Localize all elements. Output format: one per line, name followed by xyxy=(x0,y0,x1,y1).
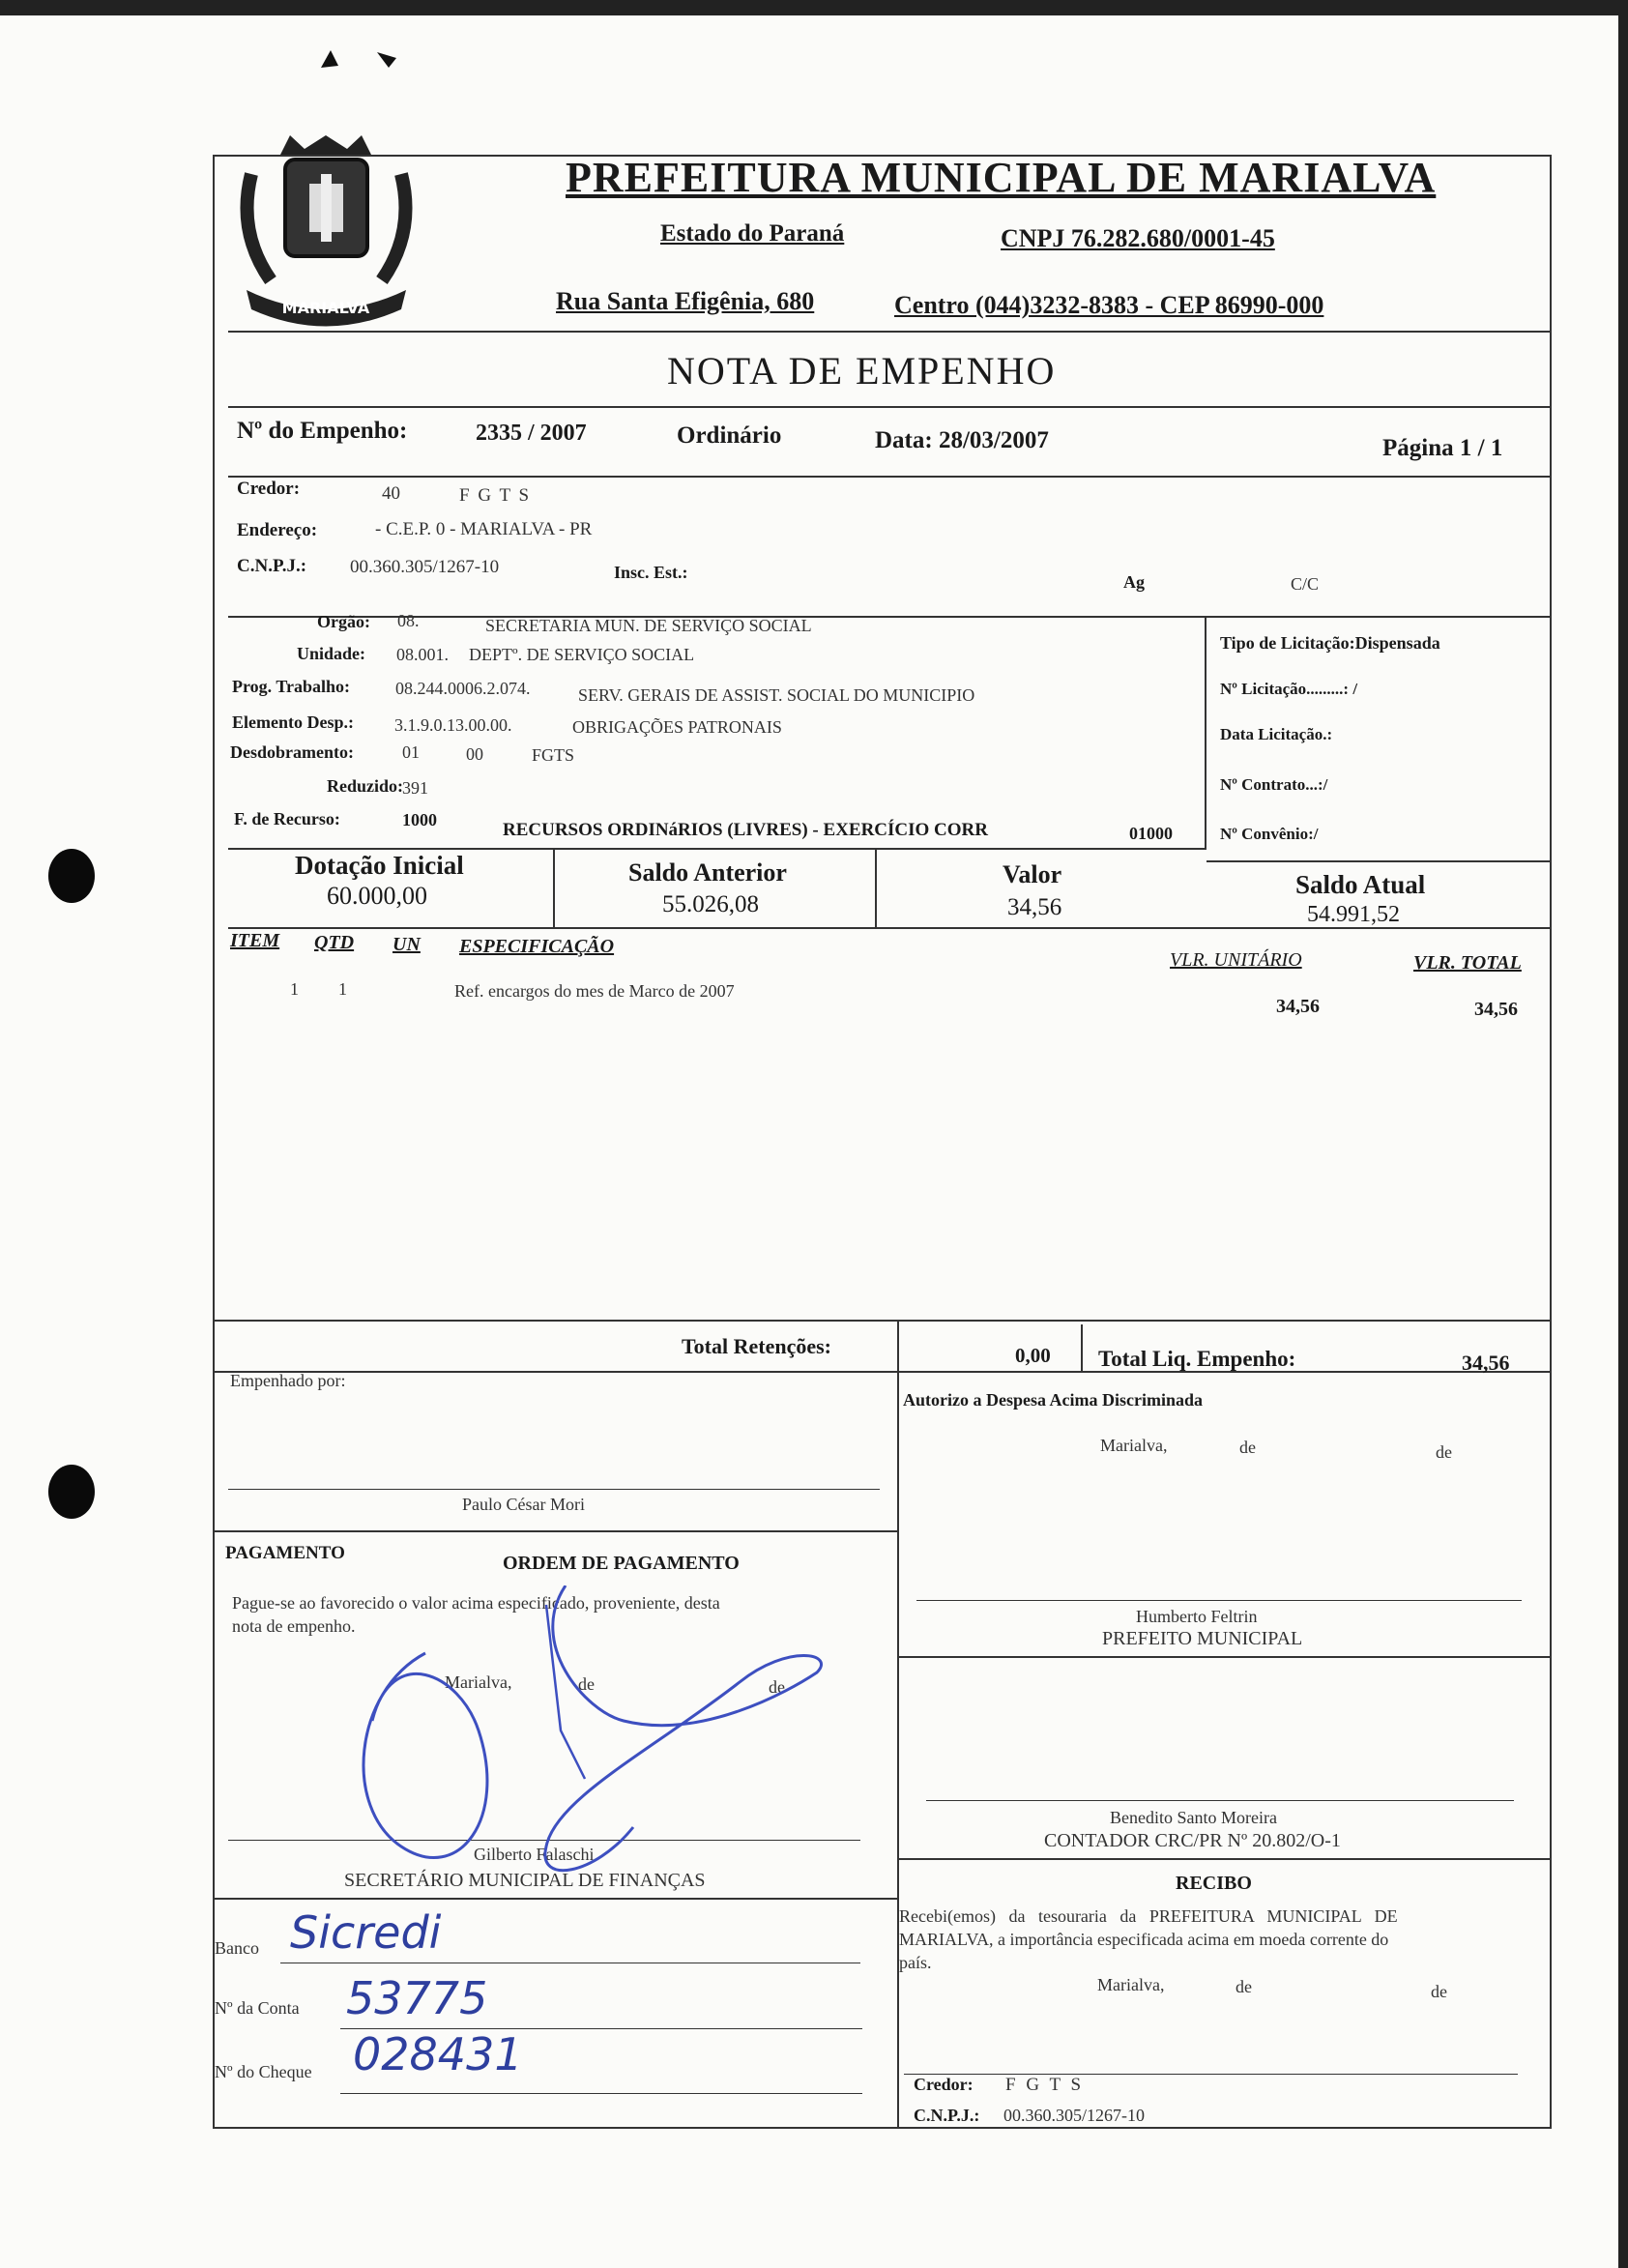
conta-label: Nº da Conta xyxy=(215,1998,300,2018)
valor-label: Valor xyxy=(1003,860,1062,888)
reduzido-value: 391 xyxy=(402,778,428,798)
cnpj-label: C.N.P.J.: xyxy=(237,556,307,576)
prog-trabalho-label: Prog. Trabalho: xyxy=(232,677,351,696)
unidade-code: 08.001. xyxy=(396,645,449,664)
item-unit-price: 34,56 xyxy=(1276,996,1320,1017)
item-col-header: ITEM xyxy=(230,930,280,951)
cnpj-header: CNPJ 76.282.680/0001-45 xyxy=(1001,224,1275,252)
prefeito-role: PREFEITO MUNICIPAL xyxy=(1102,1628,1303,1649)
desdobramento-a: 01 xyxy=(402,742,420,762)
recibo-credor-label: Credor: xyxy=(914,2075,974,2094)
saldo-atual-value: 54.991,52 xyxy=(1307,902,1400,927)
autorizo-de-2: de xyxy=(1436,1442,1452,1462)
empenho-number: 2335 / 2007 xyxy=(476,421,587,446)
valor-value: 34,56 xyxy=(1007,894,1062,920)
cheque-label: Nº do Cheque xyxy=(215,2062,312,2081)
recibo-cnpj-label: C.N.P.J.: xyxy=(914,2106,980,2125)
account-label: C/C xyxy=(1291,574,1320,594)
total-price-col-header: VLR. TOTAL xyxy=(1413,952,1522,974)
pagamento-label: PAGAMENTO xyxy=(225,1543,345,1563)
scan-edge-right xyxy=(1618,0,1628,2268)
crest-text: MARIALVA xyxy=(281,299,370,317)
recibo-de-2: de xyxy=(1431,1982,1447,2001)
recibo-city: Marialva, xyxy=(1097,1975,1165,1994)
credor-name: F G T S xyxy=(459,485,532,506)
credor-cnpj: 00.360.305/1267-10 xyxy=(350,557,500,577)
signature-scribble xyxy=(334,1585,836,1905)
unidade-label: Unidade: xyxy=(297,644,366,663)
prog-trabalho-name: SERV. GERAIS DE ASSIST. SOCIAL DO MUNICIPIO xyxy=(578,685,975,705)
scan-mark xyxy=(309,39,416,77)
credor-code: 40 xyxy=(382,483,400,504)
un-col-header: UN xyxy=(392,934,421,955)
credor-label: Credor: xyxy=(237,479,301,499)
address-rest: Centro (044)3232-8383 - CEP 86990-000 xyxy=(894,291,1324,319)
recurso-suffix: 01000 xyxy=(1129,824,1173,843)
insc-est-label: Insc. Est.: xyxy=(614,563,688,582)
orgao-name: SECRETARIA MUN. DE SERVIÇO SOCIAL xyxy=(485,616,812,635)
dotacao-label: Dotação Inicial xyxy=(295,851,464,880)
item-total-price: 34,56 xyxy=(1474,999,1518,1020)
address-label: Endereço: xyxy=(237,520,318,540)
prog-trabalho-code: 08.244.0006.2.074. xyxy=(395,679,531,698)
retencoes-label: Total Retenções: xyxy=(682,1334,831,1358)
desdobramento-label: Desdobramento: xyxy=(230,742,354,762)
orgao-label: Orgão: xyxy=(317,612,370,631)
autorizo-de-1: de xyxy=(1239,1438,1256,1457)
qtd-col-header: QTD xyxy=(314,932,355,953)
desdobramento-name: FGTS xyxy=(532,745,575,765)
recibo-de-1: de xyxy=(1236,1977,1252,1996)
contador-name: Benedito Santo Moreira xyxy=(1110,1808,1277,1827)
dotacao-value: 60.000,00 xyxy=(327,882,427,910)
punch-hole-bottom xyxy=(48,1465,95,1519)
recibo-text-line2: MARIALVA, a importância especificada acima em moeda corrente do xyxy=(899,1930,1389,1949)
scan-edge-top xyxy=(0,0,1628,15)
saldo-atual-label: Saldo Atual xyxy=(1295,870,1426,899)
recibo-text-line3: país. xyxy=(899,1953,932,1972)
pagamento-text-line1: Pague-se ao favorecido o valor acima especificado, proveniente, desta xyxy=(232,1593,720,1613)
pagamento-de-1: de xyxy=(578,1674,595,1694)
item-number: 1 xyxy=(290,979,299,999)
saldo-anterior-value: 55.026,08 xyxy=(662,891,759,917)
licitacao-date: Data Licitação.: xyxy=(1220,725,1333,743)
pagamento-text-line2: nota de empenho. xyxy=(232,1616,356,1636)
punch-hole-top xyxy=(48,849,95,903)
retencoes-value: 0,00 xyxy=(1015,1344,1051,1367)
empenho-date: Data: 28/03/2007 xyxy=(875,427,1049,453)
empenhado-name: Paulo César Mori xyxy=(462,1495,585,1514)
liquid-total-label: Total Liq. Empenho: xyxy=(1098,1347,1296,1371)
prefeito-name: Humberto Feltrin xyxy=(1136,1607,1258,1626)
municipal-crest-logo xyxy=(232,135,421,329)
reduzido-label: Reduzido: xyxy=(327,776,404,796)
licitacao-type: Tipo de Licitação:Dispensada xyxy=(1220,633,1440,653)
pagamento-de-2: de xyxy=(769,1677,785,1697)
cheque-handwritten: 028431 xyxy=(353,2028,523,2080)
state-name: Estado do Paraná xyxy=(660,220,845,247)
contract-number: Nº Contrato...:/ xyxy=(1220,775,1328,794)
empenhado-label: Empenhado por: xyxy=(230,1371,346,1390)
recibo-title: RECIBO xyxy=(1176,1873,1252,1894)
desdobramento-b: 00 xyxy=(466,744,483,764)
unit-price-col-header: VLR. UNITÁRIO xyxy=(1170,949,1302,971)
banco-handwritten: Sicredi xyxy=(290,1906,442,1959)
recurso-name: RECURSOS ORDINáRIOS (LIVRES) - EXERCÍCIO CORR xyxy=(503,820,988,840)
licitacao-number: Nº Licitação.........: / xyxy=(1220,680,1358,698)
recibo-credor-name: F G T S xyxy=(1005,2075,1085,2095)
document-title: NOTA DE EMPENHO xyxy=(667,349,1057,393)
secretario-role: SECRETÁRIO MUNICIPAL DE FINANÇAS xyxy=(344,1870,706,1891)
street-address: Rua Santa Efigênia, 680 xyxy=(556,287,815,315)
pagamento-city: Marialva, xyxy=(445,1672,512,1692)
banco-label: Banco xyxy=(215,1938,259,1958)
recibo-text-line1: Recebi(emos) da tesouraria da PREFEITURA MUNICIPAL DE xyxy=(899,1906,1398,1926)
orgao-code: 08. xyxy=(397,611,420,630)
autorizo-text: Autorizo a Despesa Acima Discriminada xyxy=(903,1390,1203,1410)
recibo-cnpj-value: 00.360.305/1267-10 xyxy=(1003,2106,1145,2125)
secretario-name: Gilberto Falaschi xyxy=(474,1845,595,1864)
credor-address: - C.E.P. 0 - MARIALVA - PR xyxy=(375,519,593,539)
page-indicator: Página 1 / 1 xyxy=(1382,435,1503,461)
recurso-code: 1000 xyxy=(402,810,437,829)
elemento-code: 3.1.9.0.13.00.00. xyxy=(394,715,512,735)
conta-handwritten: 53775 xyxy=(346,1972,488,2024)
ordem-pagamento-title: ORDEM DE PAGAMENTO xyxy=(503,1553,740,1574)
agency-label: Ag xyxy=(1123,572,1145,592)
autorizo-city: Marialva, xyxy=(1100,1436,1168,1455)
recurso-label: F. de Recurso: xyxy=(234,809,340,829)
item-description: Ref. encargos do mes de Marco de 2007 xyxy=(454,981,735,1001)
elemento-name: OBRIGAÇÕES PATRONAIS xyxy=(572,717,782,737)
liquid-total-value: 34,56 xyxy=(1462,1351,1510,1375)
espec-col-header: ESPECIFICAÇÃO xyxy=(459,936,615,957)
unidade-name: DEPTº. DE SERVIÇO SOCIAL xyxy=(469,645,695,664)
elemento-label: Elemento Desp.: xyxy=(232,712,354,732)
contador-role: CONTADOR CRC/PR Nº 20.802/O-1 xyxy=(1044,1830,1341,1851)
empenho-number-label: Nº do Empenho: xyxy=(237,418,408,444)
item-qty: 1 xyxy=(338,979,347,999)
municipality-title: PREFEITURA MUNICIPAL DE MARIALVA xyxy=(566,154,1437,201)
empenho-type: Ordinário xyxy=(677,422,782,449)
convenio-number: Nº Convênio:/ xyxy=(1220,825,1319,843)
saldo-anterior-label: Saldo Anterior xyxy=(628,858,787,887)
